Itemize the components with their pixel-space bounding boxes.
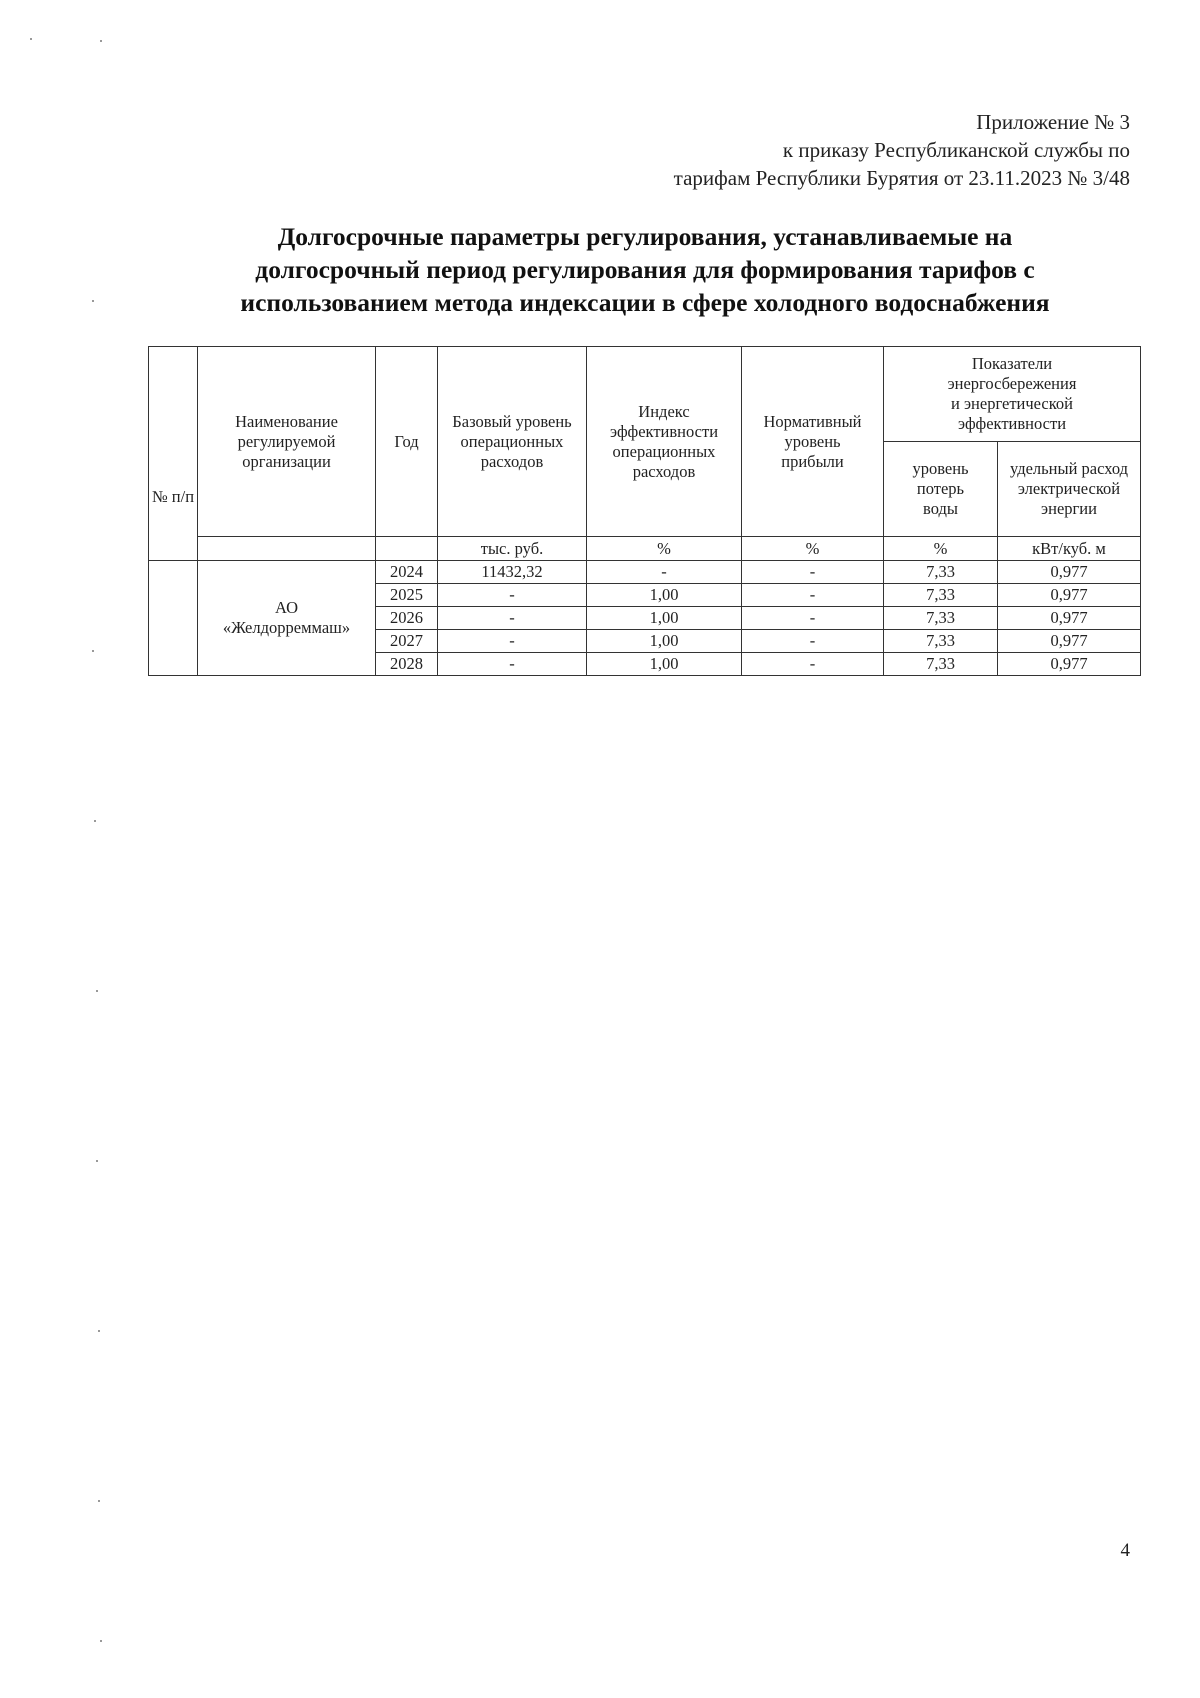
efficiency-index-cell: - <box>587 561 742 584</box>
base-level-cell: - <box>438 653 587 676</box>
year-cell: 2027 <box>376 630 438 653</box>
header-year: Год <box>376 347 438 537</box>
electricity-cell: 0,977 <box>998 561 1141 584</box>
water-loss-cell: 7,33 <box>884 584 998 607</box>
scan-speck <box>96 990 98 992</box>
unit-electricity: кВт/куб. м <box>998 537 1141 561</box>
header-profit-level: Нормативный уровень прибыли <box>742 347 884 537</box>
appendix-header <box>430 108 1130 192</box>
unit-year <box>376 537 438 561</box>
organization-cell: АО «Желдорреммаш» <box>198 561 376 676</box>
efficiency-index-cell: 1,00 <box>587 584 742 607</box>
units-row <box>149 537 1141 561</box>
efficiency-index-cell: 1,00 <box>587 607 742 630</box>
table-row <box>149 561 1141 584</box>
base-level-cell: 11432,32 <box>438 561 587 584</box>
electricity-cell: 0,977 <box>998 630 1141 653</box>
year-cell: 2028 <box>376 653 438 676</box>
profit-level-cell: - <box>742 630 884 653</box>
year-cell: 2025 <box>376 584 438 607</box>
profit-level-cell: - <box>742 561 884 584</box>
scan-speck <box>98 1500 100 1502</box>
appendix-line-3: тарифам Республики Бурятия от 23.11.2023 № 3/48 <box>673 166 1130 190</box>
unit-base-level: тыс. руб. <box>438 537 587 561</box>
parameters-table <box>148 346 1141 676</box>
efficiency-index-cell: 1,00 <box>587 653 742 676</box>
unit-organization <box>198 537 376 561</box>
scan-speck <box>30 38 32 40</box>
header-electricity: удельный расход электрической энергии <box>998 442 1141 537</box>
header-num: № п/п <box>149 347 198 561</box>
year-cell: 2026 <box>376 607 438 630</box>
scan-speck <box>94 820 96 822</box>
water-loss-cell: 7,33 <box>884 653 998 676</box>
row-number-cell <box>149 561 198 676</box>
header-efficiency-index: Индекс эффективности операционных расходов <box>587 347 742 537</box>
appendix-line-2: к приказу Республиканской службы по <box>782 138 1130 162</box>
water-loss-cell: 7,33 <box>884 561 998 584</box>
page-number: 4 <box>1120 1540 1130 1561</box>
water-loss-cell: 7,33 <box>884 630 998 653</box>
year-cell: 2024 <box>376 561 438 584</box>
efficiency-index-cell: 1,00 <box>587 630 742 653</box>
electricity-cell: 0,977 <box>998 584 1141 607</box>
title-line-3: использованием метода индексации в сфере холодного водоснабжения <box>240 288 1050 317</box>
header-energy-group: Показатели энергосбережения и энергетической эффективности <box>884 347 1141 442</box>
water-loss-cell: 7,33 <box>884 607 998 630</box>
unit-water-loss: % <box>884 537 998 561</box>
header-row-1 <box>149 347 1141 442</box>
header-base-level: Базовый уровень операционных расходов <box>438 347 587 537</box>
scan-speck <box>96 1160 98 1162</box>
title-line-1: Долгосрочные параметры регулирования, устанавливаемые на <box>277 222 1013 251</box>
profit-level-cell: - <box>742 607 884 630</box>
base-level-cell: - <box>438 630 587 653</box>
document-title <box>150 220 1140 319</box>
appendix-line-1: Приложение № 3 <box>976 110 1130 134</box>
scan-speck <box>98 1330 100 1332</box>
profit-level-cell: - <box>742 584 884 607</box>
scan-speck <box>100 1640 102 1642</box>
electricity-cell: 0,977 <box>998 607 1141 630</box>
header-water-loss: уровень потерь воды <box>884 442 998 537</box>
scan-speck <box>92 300 94 302</box>
scan-speck <box>100 40 102 42</box>
profit-level-cell: - <box>742 653 884 676</box>
title-line-2: долгосрочный период регулирования для формирования тарифов с <box>255 255 1035 284</box>
base-level-cell: - <box>438 584 587 607</box>
electricity-cell: 0,977 <box>998 653 1141 676</box>
base-level-cell: - <box>438 607 587 630</box>
header-organization: Наименование регулируемой организации <box>198 347 376 537</box>
unit-profit-level: % <box>742 537 884 561</box>
scan-speck <box>92 650 94 652</box>
unit-efficiency-index: % <box>587 537 742 561</box>
